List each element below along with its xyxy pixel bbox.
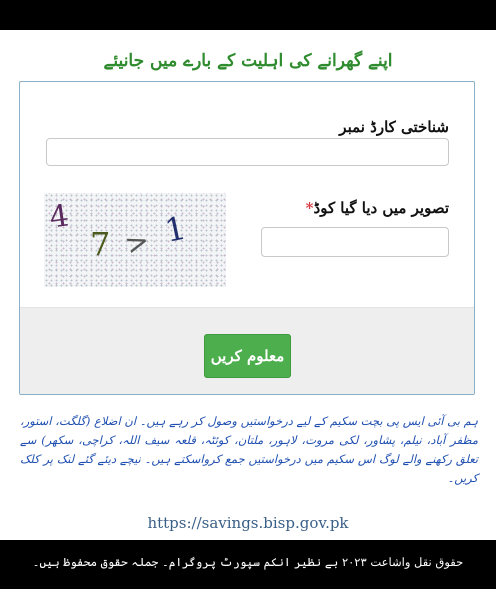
required-marker: * <box>305 199 314 217</box>
captcha-char: 7 <box>90 225 111 263</box>
captcha-graphic <box>44 193 226 287</box>
captcha-image <box>44 193 226 287</box>
cnic-input[interactable] <box>46 138 449 166</box>
submit-button[interactable]: معلوم کریں <box>204 334 291 378</box>
captcha-char: 1 <box>161 208 190 250</box>
captcha-char: 4 <box>47 198 72 236</box>
copyright-text: حقوق نقل واشاعت ۲۰۲۳ بے نظیر انکم سپورٹ پروگرام۔ جملہ حقوق محفوظ ہیں۔ <box>32 555 464 569</box>
captcha-label <box>306 199 449 217</box>
cnic-label: شناختی کارڈ نمبر <box>339 118 449 136</box>
info-text: ہم بی آئی ایس پی بچت سکیم کے لیے درخواستیں وصول کر رہے ہیں۔ ان اضلاع (گلگت، استور، مظفر آباد، نیلم، پشاور، لکی مروت، لاہور، ملتان، کوئٹہ، قلعہ سیف اللہ، کراچی، سکھر) سے تعلق رکھنے والے لوگ اس سکیم میں درخواستیں جمع کرواسکتے ہیں۔ نیچے دیئے گئے لنک پر کلک کریں۔ <box>20 414 478 485</box>
captcha-label-text: تصویر میں دیا گیا کوڈ <box>313 199 449 217</box>
captcha-input[interactable] <box>261 227 449 257</box>
captcha-char: > <box>120 223 154 262</box>
site-url[interactable]: https://savings.bisp.gov.pk <box>147 514 349 532</box>
page-heading: اپنے گھرانے کی اہلیت کے بارے میں جانیئے <box>103 51 393 71</box>
top-bar <box>0 0 496 30</box>
